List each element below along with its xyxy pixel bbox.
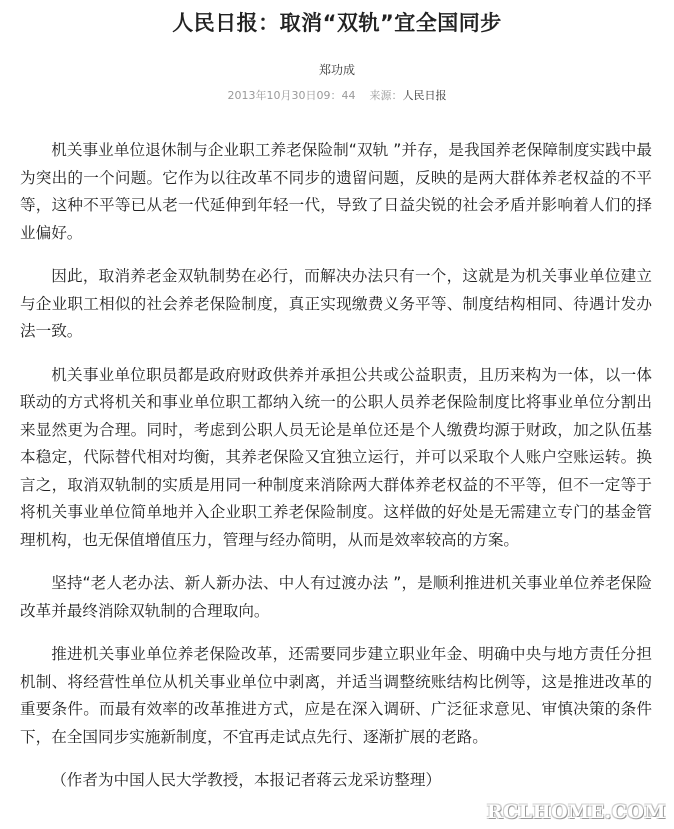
paragraph: 因此，取消养老金双轨制势在必行，而解决办法只有一个，这就是为机关事业单位建立与企业职工相似的社会养老保险制度，真正实现缴费义务平等、制度结构相同、待遇计发办法一致。 <box>20 267 652 340</box>
paragraph: 机关事业单位职员都是政府财政供养并承担公共或公益职责，且历来构为一体，以一体联动的方式将机关和事业单位职工都纳入统一的公职人员养老保险制度比将事业单位分割出来显然更为合理。同时，考虑到公职人员无论是单位还是个人缴费均源于财政，加之队伍基本稳定，代际替代相对均衡，其养老保险又宜独立运行，并可以采取个人账户空账运转。换言之，取消双轨制的实质是用同一种制度来消除两大群体养老权益的不平等，但不一定等于将机关事业单位简单地并入企业职工养老保险制度。这样做的好处是无需建立专门的基金管理机构，也无保值增值压力，管理与经办简明，从而是效率较高的方案。 <box>20 365 652 549</box>
article-title: 人民日报：取消“双轨”宜全国同步 <box>172 11 502 35</box>
paragraph: 机关事业单位退休制与企业职工养老保险制“双轨 ”并存，是我国养老保障制度实践中最为突出的一个问题。它作为以往改革不同步的遗留问题，反映的是两大群体养老权益的不平等，这种不平等已从老一代延伸到年轻一代，导致了日益尖锐的社会矛盾并影响着人们的择业偏好。 <box>20 141 652 242</box>
publish-datetime: 2013年10月30日09：44 <box>227 89 356 102</box>
article-meta <box>0 88 674 104</box>
watermark-logo: RCLHOME.COM <box>486 801 666 823</box>
paragraph: （作者为中国人民大学教授，本报记者蒋云龙采访整理） <box>51 771 442 789</box>
article-author: 郑功成 <box>318 63 355 77</box>
paragraph: 坚持“老人老办法、新人新办法、中人有过渡办法 ”，是顺利推进机关事业单位养老保险改革并最终消除双轨制的合理取向。 <box>20 574 652 620</box>
paragraph: 推进机关事业单位养老保险改革，还需要同步建立职业年金、明确中央与地方责任分担机制、将经营性单位从机关事业单位中剥离，并适当调整统账结构比例等，这是推进改革的重要条件。而最有效率的改革推进方式，应是在深入调研、广泛征求意见、审慎决策的条件下，在全国同步实施新制度，不宜再走试点先行、逐渐扩展的老路。 <box>20 645 652 746</box>
source-label: 来源： <box>369 89 403 102</box>
article-body <box>20 137 652 811</box>
source-name: 人民日报 <box>402 89 447 102</box>
